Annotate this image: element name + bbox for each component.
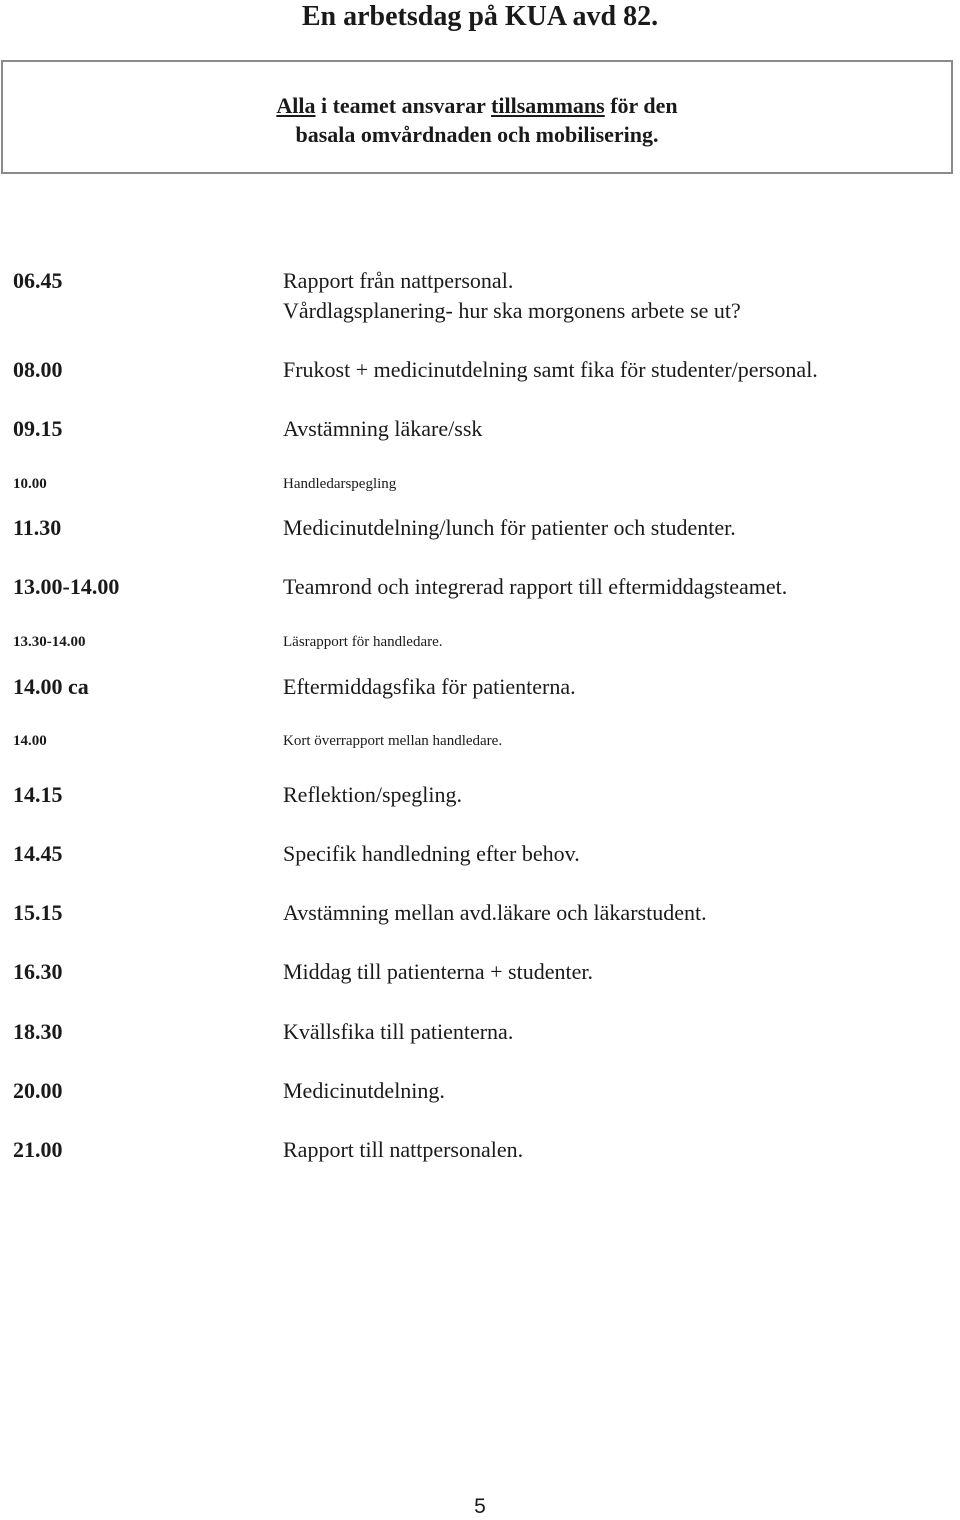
schedule-time: 15.15	[13, 900, 63, 925]
schedule-desc: Kvällsfika till patienterna.	[283, 1019, 514, 1044]
schedule-time: 13.30-14.00	[13, 634, 86, 650]
note-text-part: i teamet ansvarar	[315, 93, 492, 118]
schedule-desc-line2: Vårdlagsplanering- hur ska morgonens arbete se ut?	[283, 298, 741, 323]
emphasis-tillsammans: tillsammans	[491, 93, 605, 118]
schedule-time: 13.00-14.00	[13, 574, 120, 599]
schedule-time: 09.15	[13, 416, 63, 441]
schedule-desc: Frukost + medicinutdelning samt fika för studenter/personal.	[283, 357, 818, 382]
schedule-time: 14.00 ca	[13, 674, 89, 699]
info-box	[1, 60, 953, 174]
schedule-desc: Eftermiddagsfika för patienterna.	[283, 674, 576, 699]
emphasis-alla: Alla	[276, 93, 316, 118]
schedule-desc: Handledarspegling	[283, 476, 397, 492]
schedule-time: 18.30	[13, 1019, 63, 1044]
schedule-desc: Rapport från nattpersonal.	[283, 268, 514, 293]
schedule-time: 16.30	[13, 959, 63, 984]
schedule-time: 11.30	[13, 515, 62, 540]
schedule-desc: Medicinutdelning/lunch för patienter och studenter.	[283, 515, 736, 540]
schedule-time: 10.00	[13, 476, 47, 492]
info-line-2: basala omvårdnaden och mobilisering.	[295, 122, 659, 147]
page-number: 5	[474, 1495, 486, 1518]
schedule-desc: Teamrond och integrerad rapport till eftermiddagsteamet.	[283, 574, 788, 599]
schedule-desc: Medicinutdelning.	[283, 1078, 445, 1103]
schedule-desc: Avstämning mellan avd.läkare och läkarstudent.	[283, 900, 707, 925]
schedule-desc: Läsrapport för handledare.	[283, 634, 443, 650]
schedule-time: 06.45	[13, 268, 63, 293]
schedule-time: 14.15	[13, 782, 63, 807]
schedule-desc: Reflektion/spegling.	[283, 782, 463, 807]
page-title: En arbetsdag på KUA avd 82.	[301, 1, 659, 32]
schedule-desc: Kort överrapport mellan handledare.	[283, 733, 503, 749]
schedule-desc: Rapport till nattpersonalen.	[283, 1137, 524, 1162]
schedule-desc: Middag till patienterna + studenter.	[283, 959, 593, 984]
info-line-1	[3, 93, 951, 119]
schedule-time: 14.00	[13, 733, 47, 749]
schedule-desc: Avstämning läkare/ssk	[283, 416, 483, 441]
schedule-desc: Specifik handledning efter behov.	[283, 841, 580, 866]
schedule-time: 08.00	[13, 357, 63, 382]
schedule-time: 21.00	[13, 1137, 63, 1162]
note-text-part: för den	[604, 93, 678, 118]
schedule-time: 14.45	[13, 841, 63, 866]
schedule-time: 20.00	[13, 1078, 63, 1103]
